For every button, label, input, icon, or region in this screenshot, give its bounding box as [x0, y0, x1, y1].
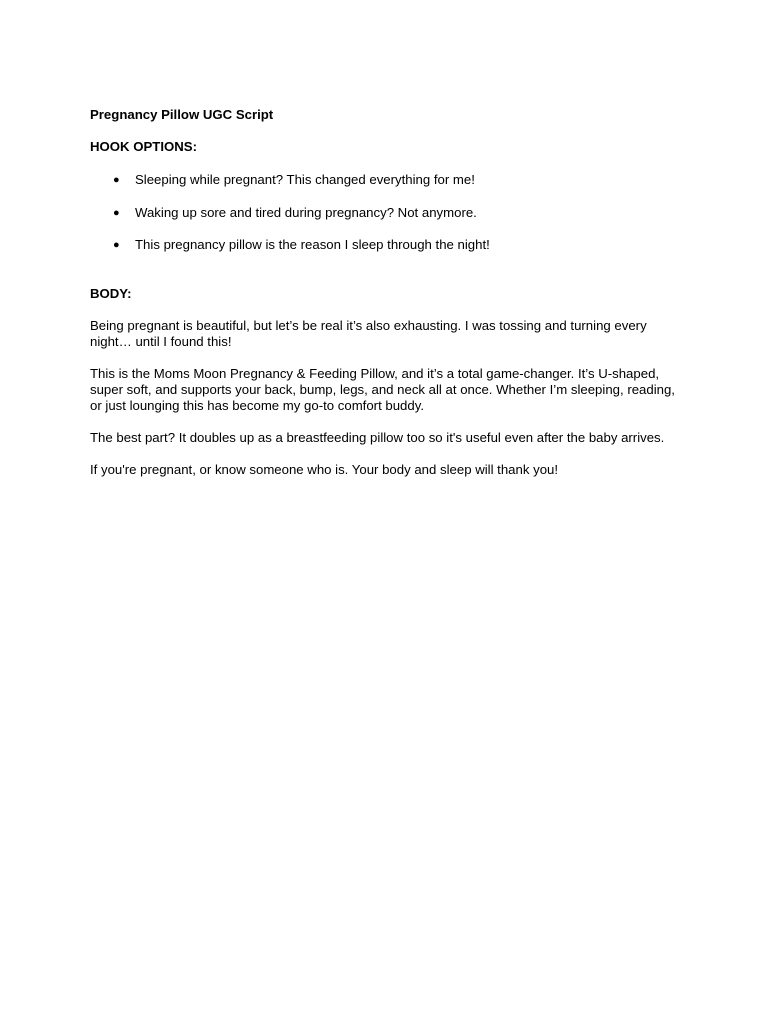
- hook-text: Sleeping while pregnant? This changed everything for me!: [135, 172, 475, 187]
- body-paragraph: If you're pregnant, or know someone who is. Your body and sleep will thank you!: [90, 462, 559, 477]
- document-page: [90, 107, 690, 478]
- hook-text: Waking up sore and tired during pregnancy? Not anymore.: [135, 204, 477, 220]
- bullet-icon: ●: [113, 206, 120, 219]
- list-item: [90, 172, 690, 188]
- body-paragraph: Being pregnant is beautiful, but let’s be real it’s also exhausting. I was tossing and turning every night… until I found this!: [90, 318, 647, 349]
- list-item: [90, 237, 690, 253]
- body-paragraph: This is the Moms Moon Pregnancy & Feeding Pillow, and it’s a total game-changer. It’s U-shaped, super soft, and supports your back, bump, legs, and neck all at once. Whether I’m sleeping, reading, or just lounging this has become my go-to comfort buddy.: [90, 366, 675, 413]
- bullet-icon: ●: [113, 239, 120, 251]
- document-title: Pregnancy Pillow UGC Script: [90, 107, 274, 122]
- body-heading: BODY:: [90, 286, 132, 301]
- hook-options-list: [90, 172, 690, 253]
- list-item: [90, 205, 690, 221]
- body-paragraph: The best part? It doubles up as a breastfeeding pillow too so it's useful even after the baby arrives.: [90, 430, 665, 445]
- hook-text: This pregnancy pillow is the reason I sleep through the night!: [135, 237, 490, 252]
- bullet-icon: ●: [113, 174, 120, 186]
- hook-options-heading: HOOK OPTIONS:: [90, 139, 197, 154]
